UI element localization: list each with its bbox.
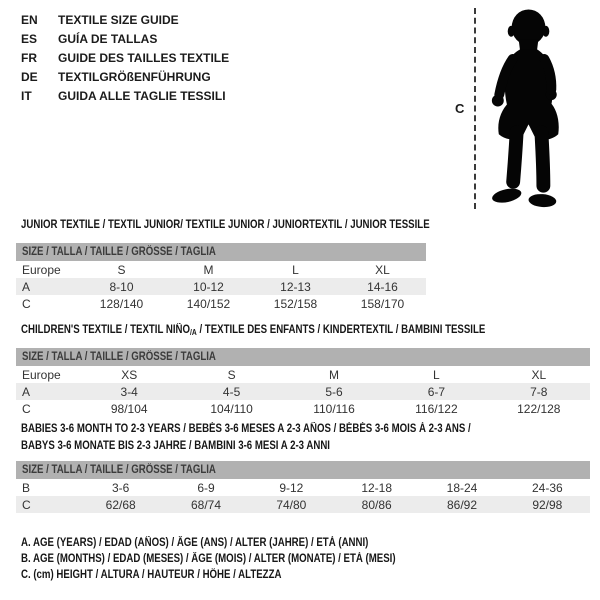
language-row: [21, 86, 229, 105]
height-value: 122/128: [517, 401, 561, 416]
junior-section-title: JUNIOR TEXTILE / TEXTIL JUNIOR/ TEXTILE JUNIOR / JUNIORTEXTIL / JUNIOR TESSILE: [21, 219, 430, 231]
height-c-label: C: [455, 101, 465, 116]
height-value: 140/152: [186, 296, 231, 311]
size-header-bar: [16, 348, 590, 366]
row-label: A: [22, 384, 31, 399]
height-value: 92/98: [532, 497, 563, 512]
size-value: L: [292, 262, 299, 277]
size-value: XL: [375, 262, 390, 277]
language-code: ES: [21, 31, 38, 46]
height-value: 98/104: [110, 401, 148, 416]
size-header-bar: [16, 243, 426, 261]
junior-size-table: [16, 243, 426, 312]
language-row: [21, 29, 229, 48]
language-row: [21, 48, 229, 67]
age-value: 3-4: [120, 384, 138, 399]
row-label: Europe: [22, 367, 61, 382]
children-title-prefix: CHILDREN'S TEXTILE / TEXTIL NIÑO: [21, 324, 191, 336]
row-label: C: [22, 401, 31, 416]
height-value: 86/92: [446, 497, 477, 512]
language-title: TEXTILE SIZE GUIDE: [58, 12, 179, 27]
legend-line-c: C. (cm) HEIGHT / ALTURA / HAUTEUR / HÖHE / ALTEZZA: [21, 569, 282, 581]
language-code: FR: [21, 50, 37, 65]
measurement-legend: [21, 535, 467, 583]
babies-title-line2: BABYS 3-6 MONATE BIS 2-3 JAHRE / BAMBINI 3-6 MESI A 2-3 ANNI: [21, 440, 330, 452]
children-title-suffix: / TEXTILE DES ENFANTS / KINDERTEXTIL / BAMBINI TESSILE: [196, 324, 486, 336]
size-value: S: [117, 262, 126, 277]
height-value: 62/68: [105, 497, 136, 512]
age-value: 24-36: [531, 480, 563, 495]
language-title: GUÍA DE TALLAS: [58, 31, 158, 46]
size-value: XS: [121, 367, 138, 382]
table-row-age-months: [16, 479, 590, 496]
size-value: M: [203, 262, 214, 277]
row-label: C: [22, 296, 31, 311]
height-value: 158/170: [360, 296, 405, 311]
language-code: EN: [21, 12, 38, 27]
row-label: B: [22, 480, 31, 495]
baby-silhouette-image: [479, 5, 582, 210]
age-value: 12-13: [280, 279, 311, 294]
table-row-height: [16, 496, 590, 513]
height-measure-line: [474, 8, 476, 209]
age-value: 6-7: [427, 384, 446, 399]
size-header-bar: [16, 461, 590, 479]
language-code: IT: [21, 88, 32, 103]
height-value: 152/158: [273, 296, 318, 311]
language-list: [21, 10, 229, 105]
size-header-label: SIZE / TALLA / TAILLE / GRÖSSE / TAGLIA: [22, 246, 216, 258]
babies-title-line1: BABIES 3-6 MONTH TO 2-3 YEARS / BEBÉS 3-6 MESES A 2-3 AÑOS / BÉBÉS 3-6 MOIS À 2-3 ANS /: [21, 423, 471, 435]
age-value: 9-12: [279, 480, 304, 495]
age-value: 4-5: [222, 384, 241, 399]
table-row-europe: [16, 366, 590, 383]
language-row: [21, 67, 229, 86]
language-title: TEXTILGRÖßENFÜHRUNG: [58, 69, 211, 84]
children-size-table: [16, 348, 590, 417]
row-label: Europe: [22, 262, 61, 277]
age-value: 5-6: [325, 384, 343, 399]
row-label: A: [22, 279, 31, 294]
size-header-label: SIZE / TALLA / TAILLE / GRÖSSE / TAGLIA: [22, 351, 216, 363]
size-value: M: [328, 367, 339, 382]
size-value: S: [227, 367, 236, 382]
size-header-label: SIZE / TALLA / TAILLE / GRÖSSE / TAGLIA: [22, 464, 216, 476]
legend-line-a: A. AGE (YEARS) / EDAD (AÑOS) / ÂGE (ANS) / ALTER (JAHRE) / ETÀ (ANNI): [21, 537, 369, 549]
age-value: 18-24: [446, 480, 478, 495]
age-value: 14-16: [367, 279, 398, 294]
table-row-age: [16, 278, 426, 295]
language-title: GUIDE DES TAILLES TEXTILE: [58, 50, 230, 65]
legend-line-b: B. AGE (MONTHS) / EDAD (MESES) / ÂGE (MOIS) / ALTER (MONATE) / ETÀ (MESI): [21, 553, 396, 565]
age-value: 3-6: [111, 480, 130, 495]
row-label: C: [22, 497, 31, 512]
age-value: 10-12: [193, 279, 224, 294]
children-title-sub: /A: [190, 328, 197, 337]
height-value: 110/116: [313, 401, 355, 416]
size-value: L: [433, 367, 440, 382]
table-row-age: [16, 383, 590, 400]
height-value: 68/74: [190, 497, 221, 512]
age-value: 7-8: [530, 384, 548, 399]
babies-size-table: [16, 461, 590, 513]
age-value: 6-9: [197, 480, 215, 495]
language-code: DE: [21, 69, 38, 84]
height-value: 128/140: [99, 296, 144, 311]
age-value: 8-10: [109, 279, 134, 294]
children-section-title: [21, 322, 485, 341]
size-value: XL: [531, 367, 547, 382]
table-row-height: [16, 400, 590, 417]
height-value: 116/122: [415, 401, 458, 416]
table-row-europe: [16, 261, 426, 278]
babies-section-title: [21, 421, 471, 455]
height-value: 74/80: [276, 497, 307, 512]
language-row: [21, 10, 229, 29]
height-value: 104/110: [210, 401, 253, 416]
language-title: GUIDA ALLE TAGLIE TESSILI: [58, 88, 226, 103]
age-value: 12-18: [361, 480, 393, 495]
table-row-height: [16, 295, 426, 312]
height-value: 80/86: [361, 497, 392, 512]
